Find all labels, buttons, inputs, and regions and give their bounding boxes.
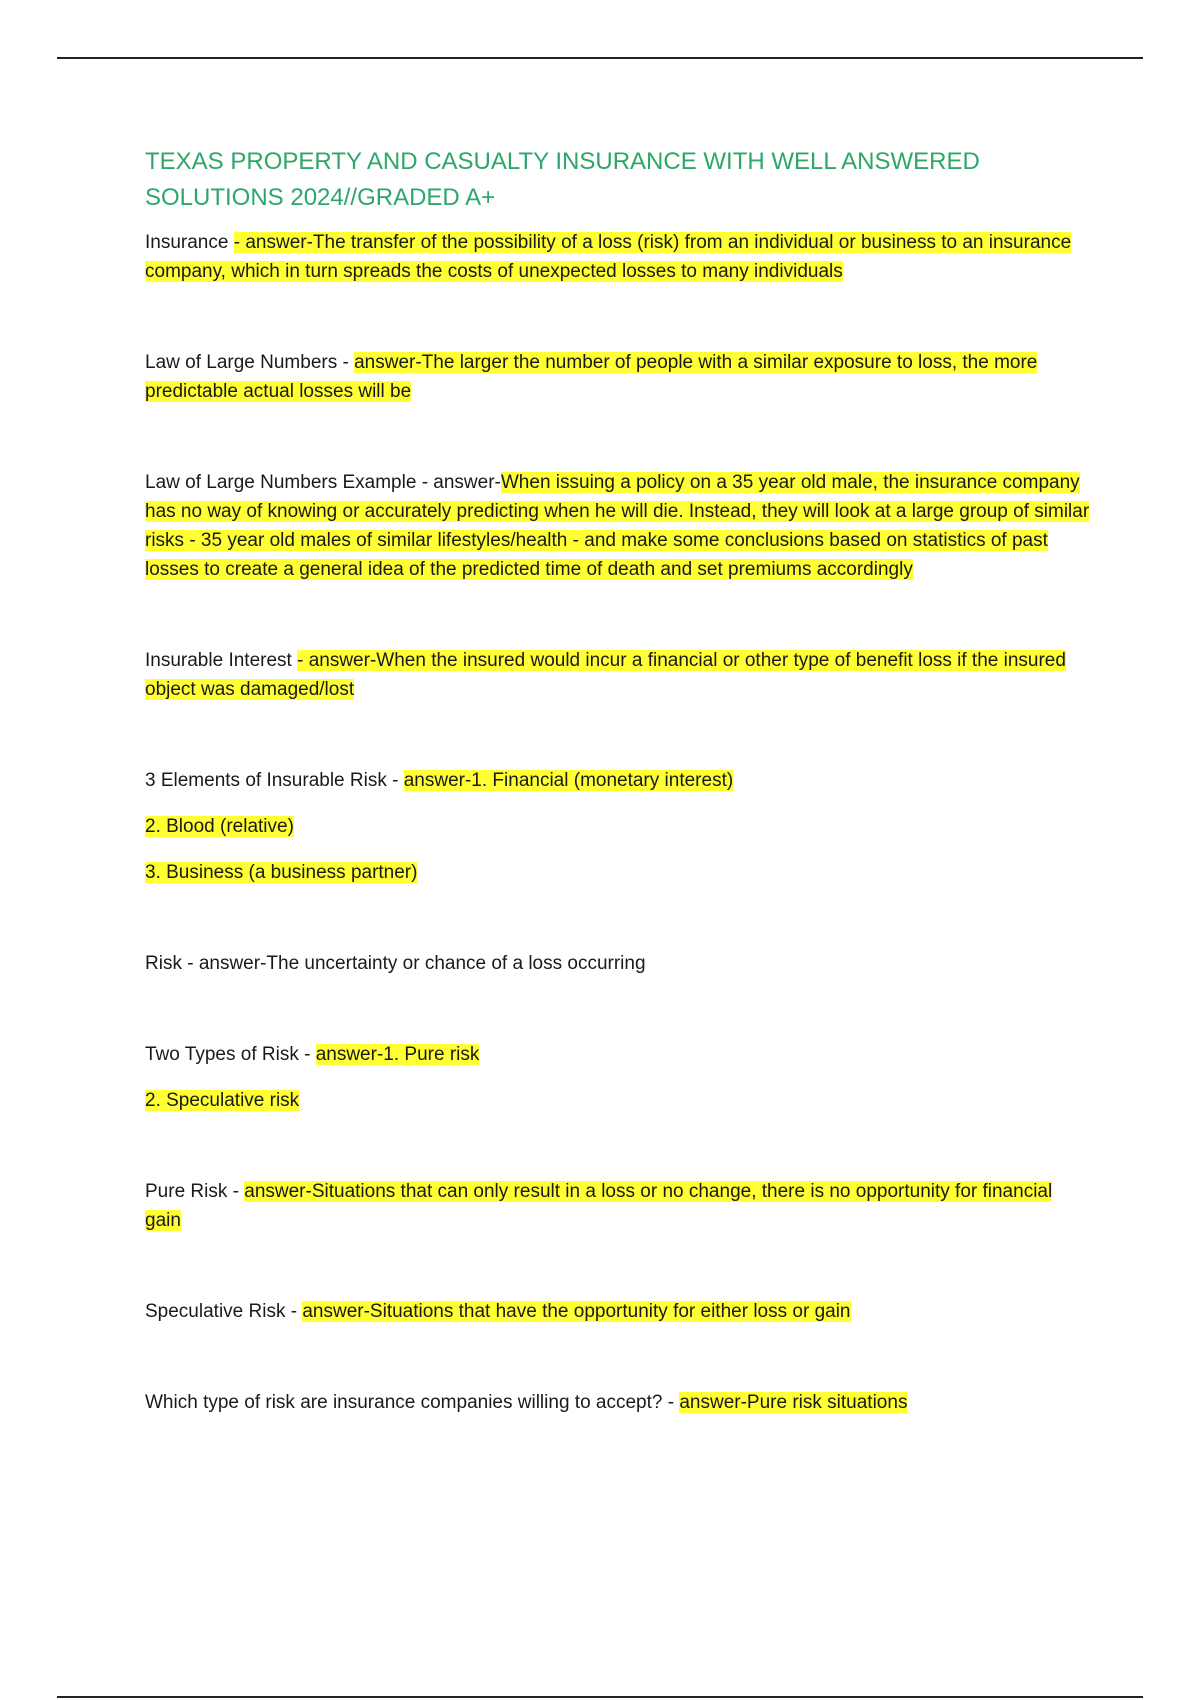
entry-term: Which type of risk are insurance companies willing to accept? -: [145, 1392, 680, 1413]
entry-term: Law of Large Numbers Example - answer-: [145, 472, 501, 493]
entry-pure-risk: [145, 1177, 1090, 1235]
entry-term: Pure Risk -: [145, 1181, 245, 1202]
entry-term: Two Types of Risk -: [145, 1044, 316, 1065]
entry-answer: When issuing a policy on a 35 year old male, the insurance company has no way of knowing or accurately predicting when he will die. Instead, they will look at a large group of similar risks - 35 year old males of similar lifestyles/health - and make some conclusions based on statistics of past losses to create a general idea of the predicted time of death and set premiums accordingly: [145, 472, 1090, 580]
entry-law-of-large-numbers: [145, 348, 1090, 406]
entry-answer: - answer-The transfer of the possibility of a loss (risk) from an individual or business to an insurance company, which in turn spreads the costs of unexpected losses to many individuals: [145, 232, 1072, 282]
entry-answer: answer-Situations that can only result in a loss or no change, there is no opportunity for financial gain: [145, 1181, 1053, 1231]
entry-law-of-large-numbers-example: [145, 468, 1090, 584]
entry-insurance: [145, 228, 1090, 286]
document-title: TEXAS PROPERTY AND CASUALTY INSURANCE WITH WELL ANSWERED SOLUTIONS 2024//GRADED A+: [145, 148, 980, 211]
entry-term: 3 Elements of Insurable Risk -: [145, 770, 404, 791]
document-body: [145, 144, 1090, 1417]
entry-speculative-risk: [145, 1297, 1090, 1326]
entry-answer: - answer-When the insured would incur a financial or other type of benefit loss if the insured object was damaged/lost: [145, 650, 1066, 700]
entry-answer: 2. Speculative risk: [145, 1090, 300, 1111]
entry-insurable-interest: [145, 646, 1090, 704]
entry-extra-line: [145, 812, 1090, 841]
entry-answer: answer-Pure risk situations: [679, 1392, 908, 1413]
entry-two-types-of-risk: [145, 1040, 1090, 1069]
entry-answer: 3. Business (a business partner): [145, 862, 418, 883]
entry-risk-accepted: [145, 1388, 1090, 1417]
entry-answer: answer-1. Financial (monetary interest): [403, 770, 734, 791]
entry-term: Speculative Risk -: [145, 1301, 303, 1322]
entry-answer: 2. Blood (relative): [145, 816, 294, 837]
entry-elements-of-insurable-risk: [145, 766, 1090, 795]
entry-term: Risk - answer-The uncertainty or chance of a loss occurring: [145, 953, 646, 974]
bottom-rule: [57, 1696, 1143, 1698]
top-rule: [57, 57, 1143, 59]
entry-term: Insurance: [145, 232, 234, 253]
entry-answer: answer-1. Pure risk: [315, 1044, 480, 1065]
entry-extra-line: [145, 1086, 1090, 1115]
entry-term: Insurable Interest: [145, 650, 298, 671]
entry-extra-line: [145, 858, 1090, 887]
entry-answer: answer-The larger the number of people with a similar exposure to loss, the more predictable actual losses will be: [145, 352, 1038, 402]
entry-answer: answer-Situations that have the opportunity for either loss or gain: [302, 1301, 851, 1322]
entry-term: Law of Large Numbers -: [145, 352, 355, 373]
entry-risk: [145, 949, 1090, 978]
